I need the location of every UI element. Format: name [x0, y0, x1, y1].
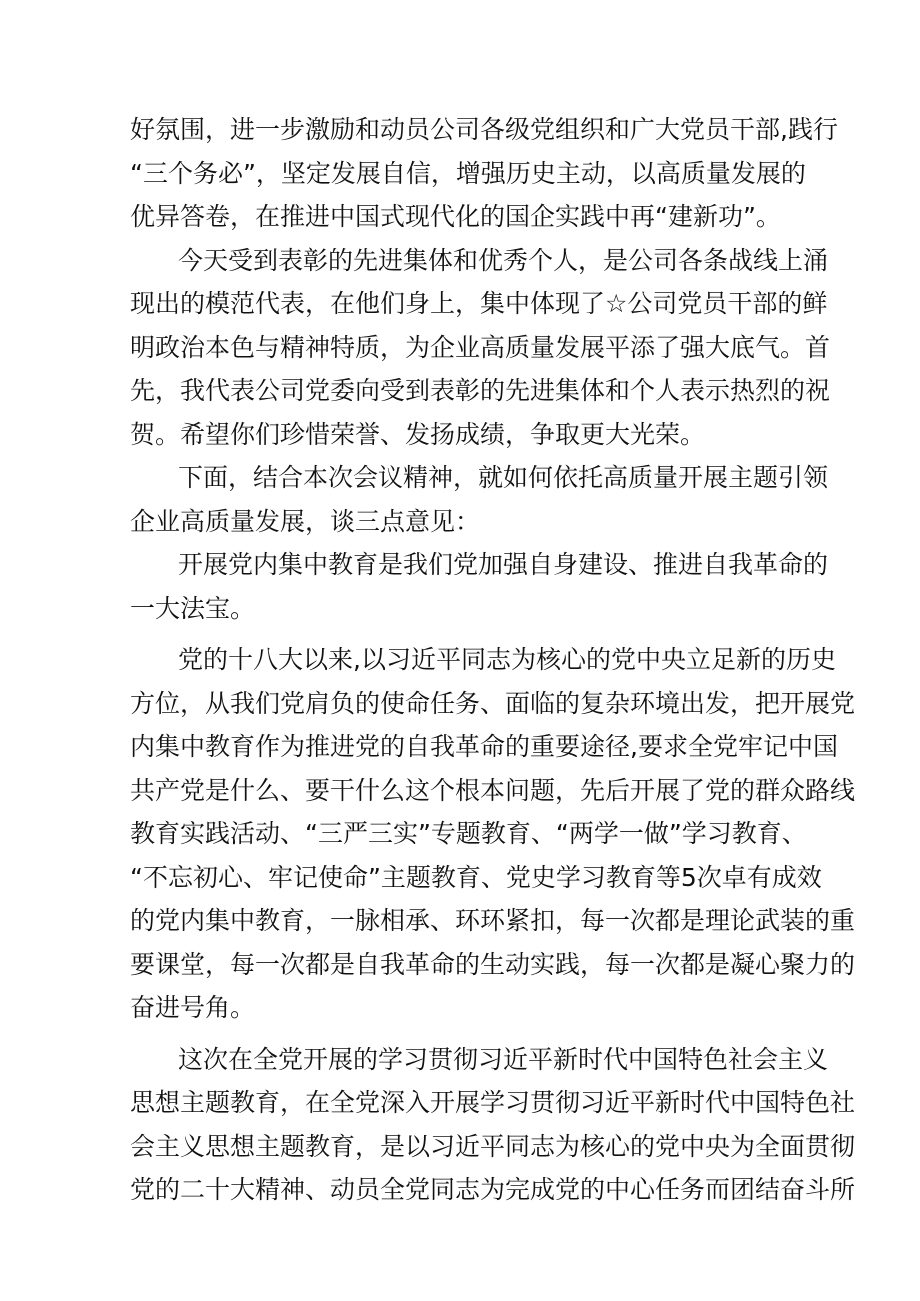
text-line: 好氛围，进一步激励和动员公司各级党组织和广大党员干部,践行 [130, 115, 838, 144]
text-line: 明政治本色与精神特质，为企业高质量发展平添了强大底气。首 [130, 332, 831, 362]
text-line: 先，我代表公司党委向受到表彰的先进集体和个人表示热烈的祝 [130, 376, 831, 405]
text-line: 共产党是什么、要干什么这个根本问题，先后开展了党的群众路线 [130, 775, 856, 805]
text-line: 方位，从我们党肩负的使命任务、面临的复杂环境出发，把开展党 [130, 688, 856, 718]
text-line: 内集中教育作为推进党的自我革命的重要途径,要求全党牢记中国 [130, 732, 838, 761]
text-line: 今天受到表彰的先进集体和优秀个人，是公司各条战线上涌 [178, 245, 829, 275]
text-line: 教育实践活动、“三严三实”专题教育、“两学一做”学习教育、 [130, 819, 807, 848]
text-line: 下面，结合本次会议精神，就如何依托高质量开展主题引领 [178, 463, 829, 492]
text-line: 的党内集中教育，一脉相承、环环紧扣，每一次都是理论武装的重 [130, 906, 856, 935]
text-line: 要课堂，每一次都是自我革命的生动实践，每一次都是凝心聚力的 [130, 949, 856, 979]
text-line: 贺。希望你们珍惜荣誉、发扬成绩，争取更大光荣。 [130, 419, 706, 449]
text-line: 党的二十大精神、动员全党同志为完成党的中心任务而团结奋斗所 [130, 1175, 856, 1204]
text-line: 会主义思想主题教育，是以习近平同志为核心的党中央为全面贯彻 [130, 1131, 856, 1161]
text-line: 思想主题教育，在全党深入开展学习贯彻习近平新时代中国特色社 [130, 1088, 856, 1117]
text-line: 企业高质量发展，谈三点意见： [130, 506, 481, 536]
paragraph-gap [130, 1030, 800, 1038]
text-line: 现出的模范代表，在他们身上，集中体现了☆公司党员干部的鲜 [130, 289, 828, 318]
text-line: 这次在全党开展的学习贯彻习近平新时代中国特色社会主义 [178, 1044, 829, 1074]
paragraph-gap [130, 630, 800, 638]
text-line: 奋进号角。 [130, 993, 256, 1022]
text-line: 一大法宝。 [130, 593, 256, 623]
text-line: 优异答卷，在推进中国式现代化的国企实践中再“建新功”。 [130, 202, 781, 231]
body-text [130, 108, 856, 1212]
text-line: 开展党内集中教育是我们党加强自身建设、推进自我革命的 [178, 550, 829, 579]
text-line: “不忘初心、牢记使命”主题教育、党史学习教育等5次卓有成效 [130, 862, 822, 892]
text-line: 党的十八大以来,以习近平同志为核心的党中央立足新的历史 [178, 645, 836, 674]
text-line: “三个务必”，坚定发展自信，增强历史主动，以高质量发展的 [130, 158, 806, 188]
